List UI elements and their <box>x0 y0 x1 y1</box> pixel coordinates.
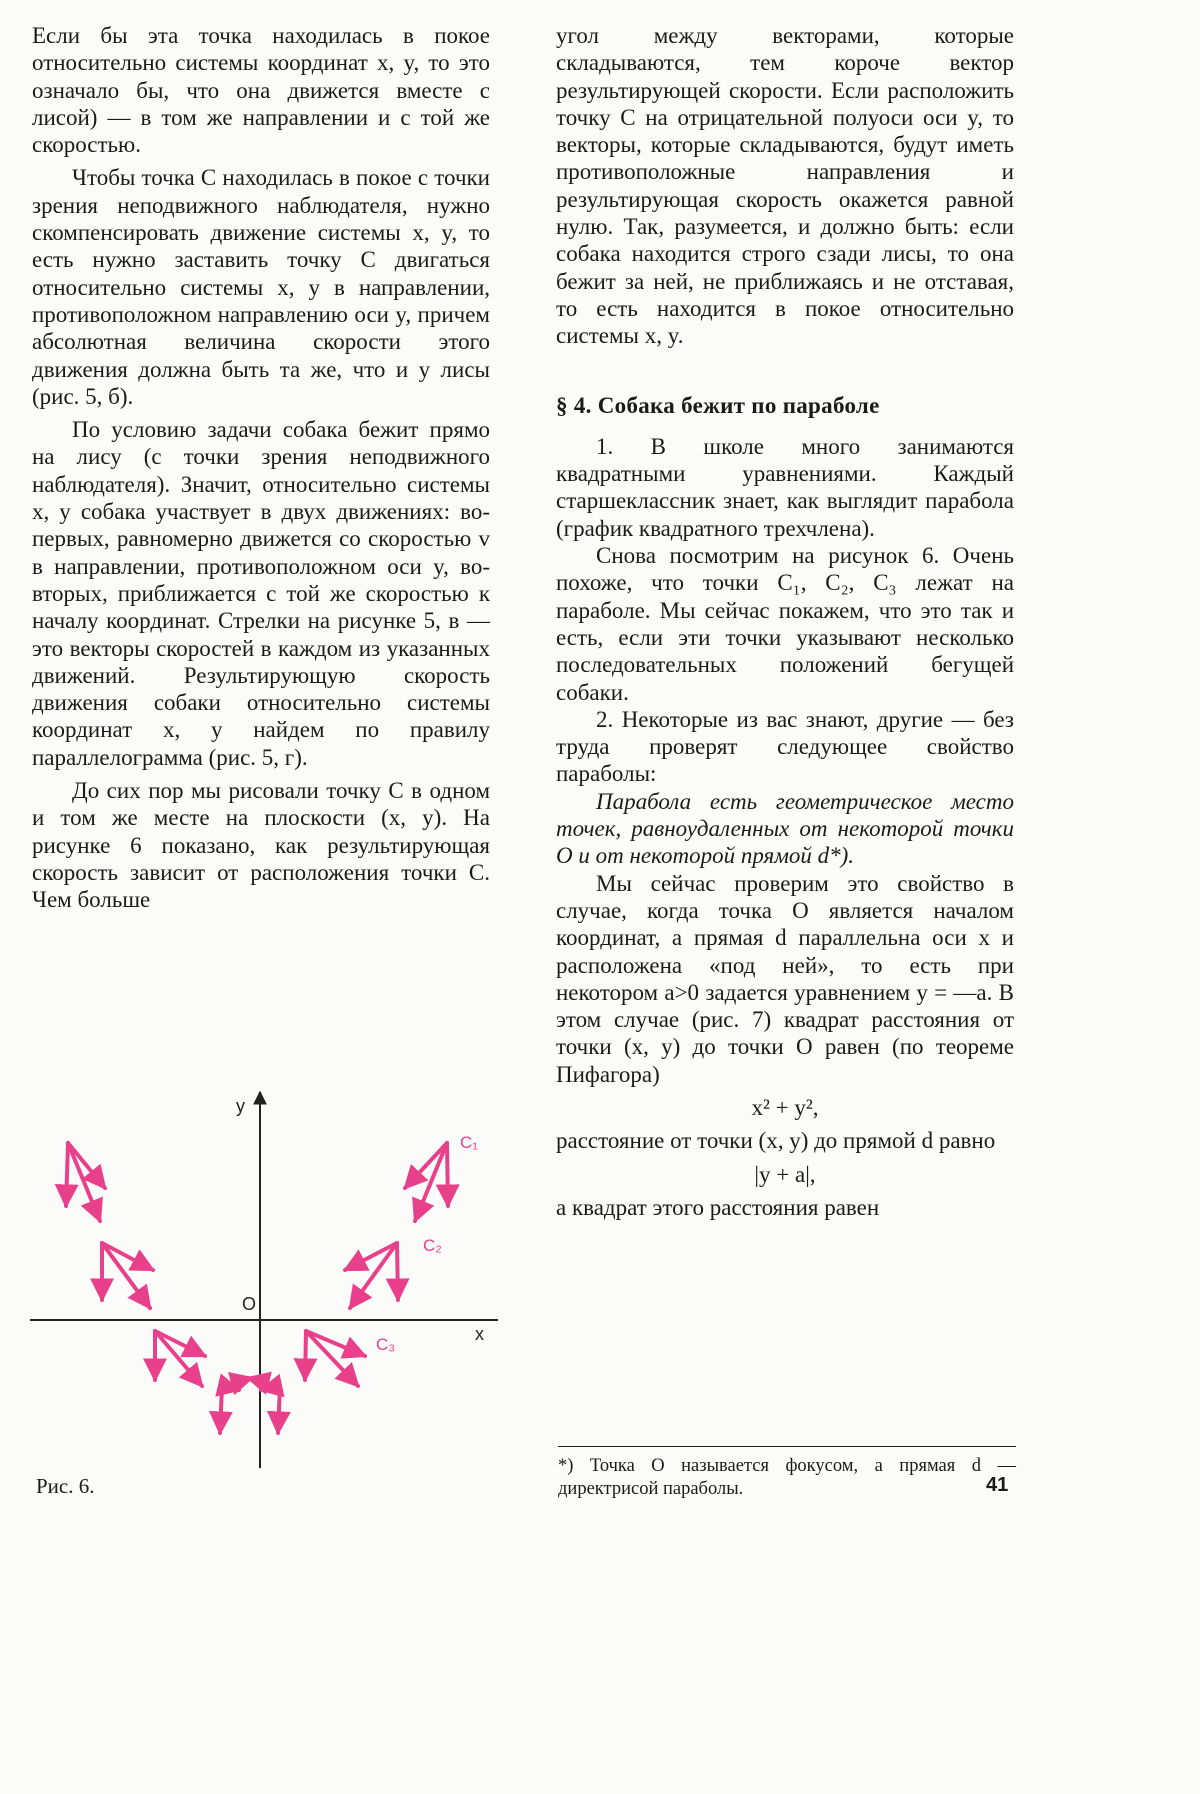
velocity-vector-8-2 <box>405 1143 447 1188</box>
origin-label: O <box>242 1294 257 1314</box>
left-text-column <box>32 22 490 914</box>
velocity-vector-1-3 <box>68 1143 100 1221</box>
page-number: 41 <box>986 1474 1009 1496</box>
section-heading: § 4. Собака бежит по параболе <box>556 392 880 418</box>
point-label-c1: C₁ <box>460 1133 479 1152</box>
right-paragraph-1: угол между векторами, которые складываются, тем короче вектор результирующей скорости. Если расположить точку C на отрицательной полуоси оси y, то векторы, которые складываются, будут иметь противоположные направления и результирующая скорость окажется равной нулю. Так, разумеется, и должно быть: если собака находится строго сзади лисы, то она бежит за ней, не приближаясь и не отставая, то есть находится в покое относительно системы x, y. <box>556 23 1014 349</box>
velocity-vector-7-3 <box>350 1243 397 1308</box>
velocity-vector-6-1 <box>305 1331 306 1380</box>
right-paragraph-6: Мы сейчас проверим это свойство в случае, когда точка O является началом координат, а прямая d параллельна оси x и расположена «под ней», то есть при некотором a>0 задается уравнением y = —a. В этом случае (рис. 7) квадрат расстояния от точки (x, y) до точки O равен (по теореме Пифагора) <box>556 870 1014 1087</box>
x-axis-label: x <box>475 1324 484 1344</box>
velocity-vector-5-3 <box>261 1386 280 1390</box>
velocity-vector-3-3 <box>155 1331 202 1386</box>
velocity-vector-6-2 <box>306 1331 365 1356</box>
velocity-vector-5-1 <box>278 1386 280 1433</box>
velocity-vector-8-1 <box>447 1143 448 1206</box>
velocity-vector-2-3 <box>102 1243 150 1308</box>
velocity-vector-8-3 <box>415 1143 447 1221</box>
right-paragraph-8: а квадрат этого расстояния равен <box>556 1194 880 1220</box>
left-paragraph-3: По условию задачи собака бежит прямо на лису (с точки зрения неподвижного наблюдателя). Значит, относительно системы x, y собака участвует в двух движениях: во-первых, равномерно движется со скоростью v в направлении, противоположном оси y, во-вторых, приближается с той же скоростью к началу координат. Стрелки на рисунке 5, в — это векторы скоростей в каждом из указанных движений. Результирующую скорость движения собаки относительно системы координат x, y найдем по правилу параллелограмма (рис. 5, г). <box>32 417 490 770</box>
left-paragraph-2: Чтобы точка C находилась в покое с точки зрения неподвижного наблюдателя, нужно скомпенсировать движение системы x, y, то есть нужно заставить точку C двигаться относительно системы x, y в направлении, противоположном направлению оси y, причем абсолютная величина скорости этого движения должна быть та же, что и у лисы (рис. 5, б). <box>32 165 490 409</box>
velocity-vector-6-3 <box>306 1331 358 1386</box>
point-label-c3: C₃ <box>376 1335 396 1354</box>
formula-sum-squares: x² + y², <box>751 1094 819 1120</box>
velocity-arrows <box>66 1143 448 1433</box>
left-paragraph-1: Если бы эта точка находилась в покое относительно системы координат x, y, то это означало бы, что она движется вместе с лисой) — в том же направлении и с той же скоростью. <box>32 23 490 158</box>
point-label-c2: C₂ <box>423 1236 442 1255</box>
figure-6-vector-diagram <box>20 1088 500 1468</box>
velocity-vector-3-2 <box>155 1331 205 1356</box>
right-paragraph-7: расстояние от точки (x, y) до прямой d равно <box>556 1128 996 1154</box>
footnote-divider <box>558 1446 1016 1447</box>
velocity-vector-1-1 <box>66 1143 68 1206</box>
right-paragraph-4: 2. Некоторые из вас знают, другие — без труда проверят следующее свойство параболы: <box>556 706 1014 787</box>
y-axis-label: y <box>236 1096 245 1116</box>
figure-caption: Рис. 6. <box>36 1474 95 1498</box>
parabola-definition: Парабола есть геометрическое место точек, равноудаленных от некоторой точки O и от некоторой прямой d*). <box>556 788 1014 869</box>
velocity-vector-5-2 <box>248 1378 280 1386</box>
footnote: *) Точка O называется фокусом, а прямая d — директрисой параболы. <box>558 1456 1016 1499</box>
velocity-vector-4-1 <box>220 1386 222 1433</box>
velocity-vector-4-3 <box>222 1386 239 1390</box>
formula-abs-distance: |y + a|, <box>754 1161 816 1187</box>
right-paragraph-2: 1. В школе много занимаются квадратными уравнениями. Каждый старшеклассник знает, как выглядит парабола (график квадратного трехчлена). <box>556 433 1014 541</box>
velocity-vector-1-2 <box>68 1143 105 1188</box>
left-paragraph-4: До сих пор мы рисовали точку C в одном и том же месте на плоскости (x, y). На рисунке 6 показано, как результирующая скорость зависит от расположения точки C. Чем больше <box>32 778 490 913</box>
right-text-column <box>556 22 1014 1221</box>
right-paragraph-3: Снова посмотрим на рисунок 6. Очень похоже, что точки C₁, C₂, C₃ лежат на параболе. Мы сейчас покажем, что это так и есть, если эти точки указывают несколько последовательных положений бегущей собаки. <box>556 543 1014 705</box>
velocity-vector-7-1 <box>397 1243 398 1300</box>
